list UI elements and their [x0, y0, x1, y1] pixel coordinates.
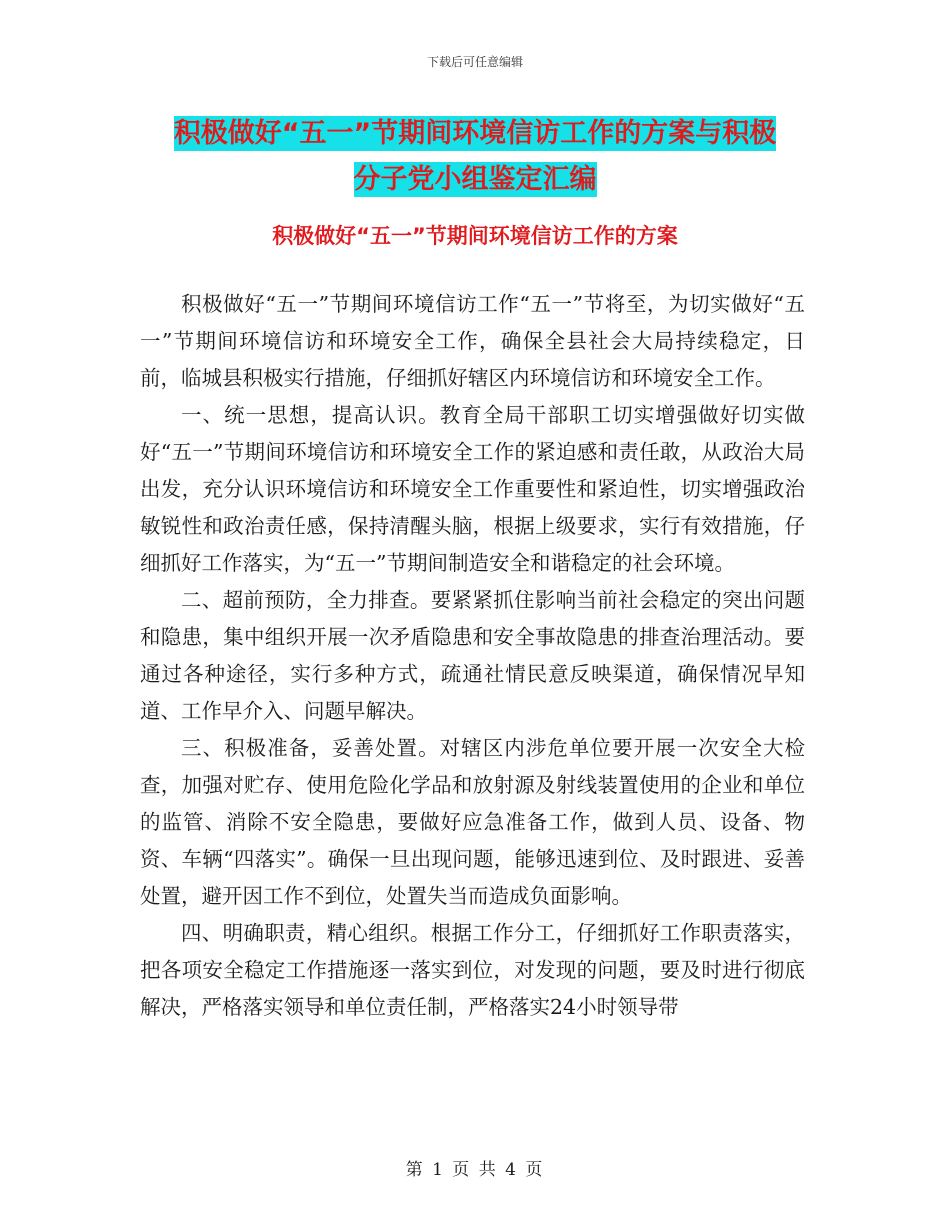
- document-title-line-2-text: 分子党小组鉴定汇编: [353, 164, 597, 195]
- document-body: [140, 286, 805, 1026]
- document-title-line-1: [0, 111, 950, 150]
- page-footer: 第 1 页 共 4 页: [405, 1160, 545, 1180]
- paragraph-intro: 积极做好“五一”节期间环境信访工作“五一”节将至，为切实做好“五一”节期间环境信访和环境安全工作，确保全县社会大局持续稳定，日前，临城县积极实行措施，仔细抓好辖区内环境信访和环境安全工作。: [140, 292, 805, 390]
- paragraph-3: 三、积极准备，妥善处置。对辖区内涉危单位要开展一次安全大检查，加强对贮存、使用危险化学品和放射源及射线装置使用的企业和单位的监管、消除不安全隐患，要做好应急准备工作，做到人员、设备、物资、车辆“四落实”。确保一旦出现问题，能够迅速到位、及时跟进、妥善处置，避开因工作不到位，处置失当而造成负面影响。: [140, 736, 805, 908]
- section-title: 积极做好“五一”节期间环境信访工作的方案: [272, 224, 678, 248]
- paragraph-4: 四、明确职责，精心组织。根据工作分工，仔细抓好工作职责落实，把各项安全稳定工作措施逐一落实到位，对发现的问题，要及时进行彻底解决，严格落实领导和单位责任制，严格落实24小时领导带: [140, 921, 805, 1019]
- paragraph-1: 一、统一思想，提高认识。教育全局干部职工切实增强做好切实做好“五一”节期间环境信访和环境安全工作的紧迫感和责任敢，从政治大局出发，充分认识环境信访和环境安全工作重要性和紧迫性，切实增强政治敏锐性和政治责任感，保持清醒头脑，根据上级要求，实行有效措施，仔细抓好工作落实，为“五一”节期间制造安全和谐稳定的社会环境。: [140, 403, 805, 575]
- header-note: 下载后可任意编辑: [426, 55, 523, 69]
- document-title-line-2: [0, 157, 950, 196]
- paragraph-2: 二、超前预防，全力排查。要紧紧抓住影响当前社会稳定的突出问题和隐患，集中组织开展一次矛盾隐患和安全事故隐患的排查治理活动。要通过各种途径，实行多种方式，疏通社情民意反映渠道，确保情况早知道、工作早介入、问题早解决。: [140, 588, 805, 723]
- document-title-line-1-text: 积极做好“五一”节期间环境信访工作的方案与积极: [173, 118, 777, 149]
